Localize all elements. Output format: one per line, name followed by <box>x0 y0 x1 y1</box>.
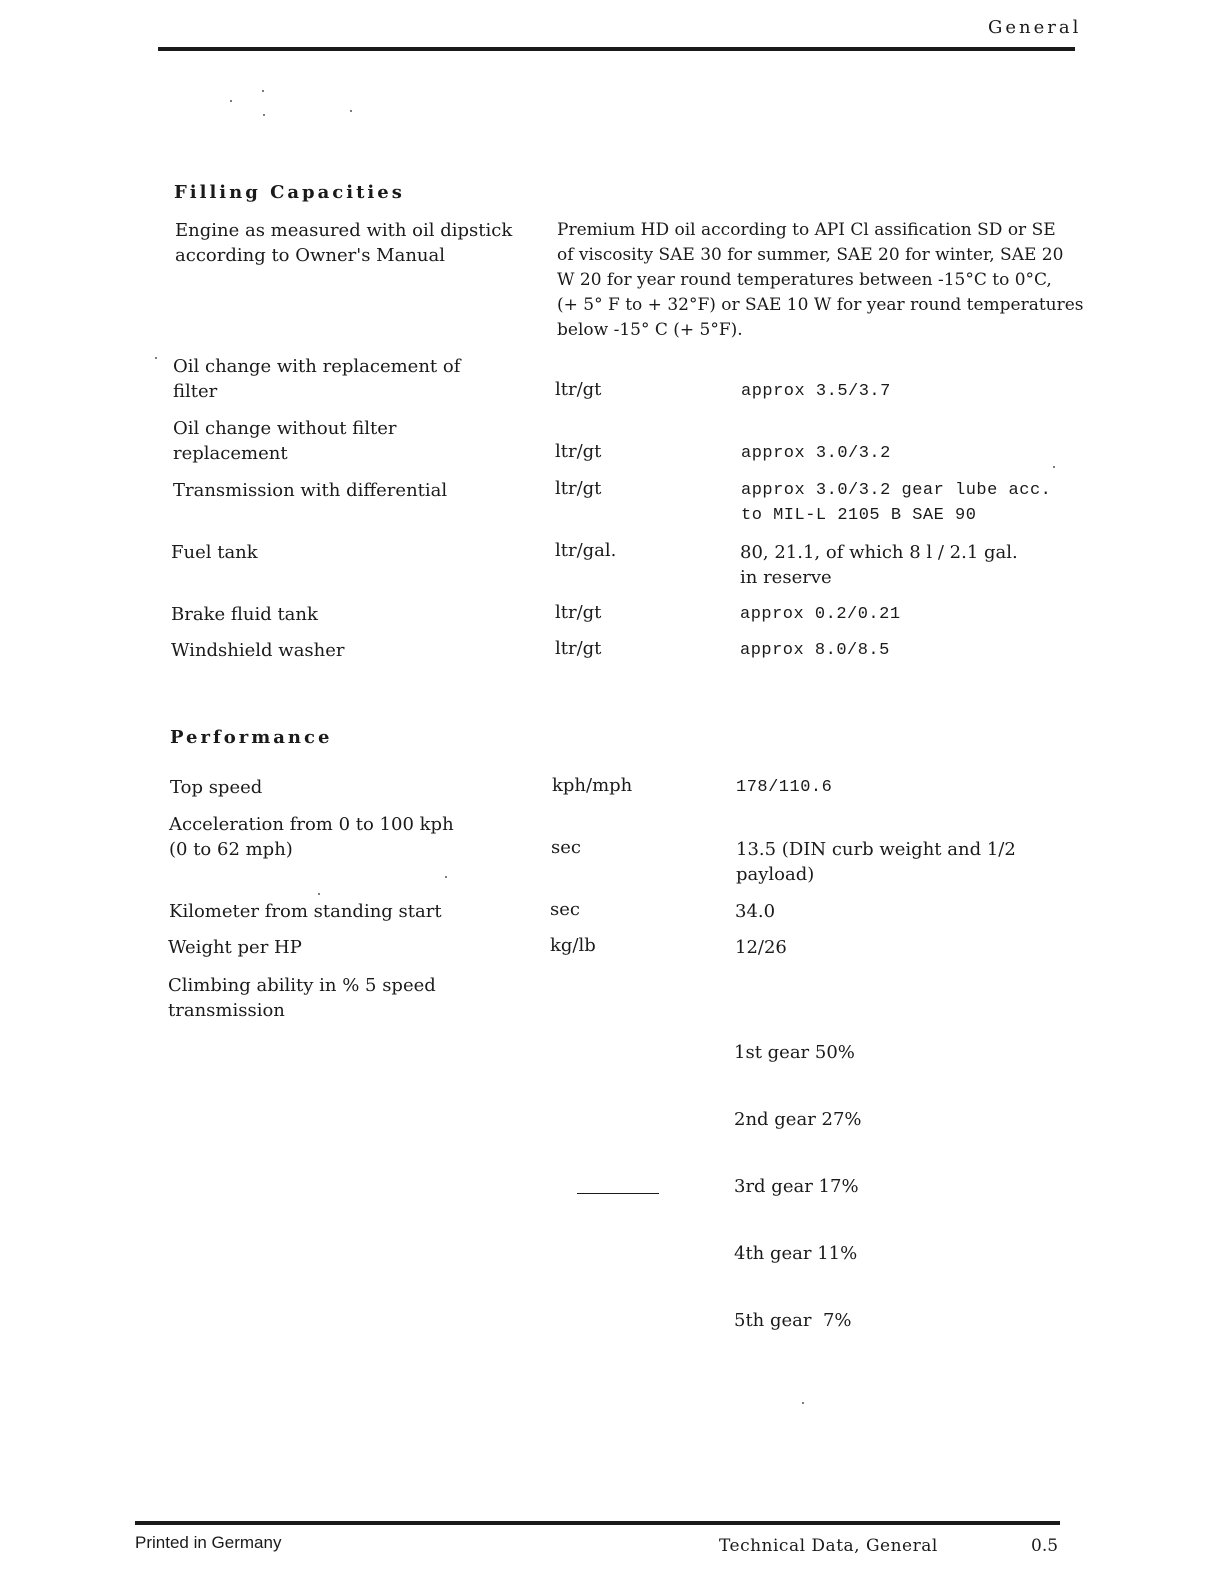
row-value-climbing: 1st gear 50% 2nd gear 27% 3rd gear 17% 4th gear 11% 5th gear 7% <box>734 1042 862 1331</box>
row-unit-top-speed: kph/mph <box>552 775 633 796</box>
scan-speck <box>318 893 320 895</box>
row-unit-acceleration: sec <box>551 837 581 858</box>
running-header: General <box>988 17 1082 38</box>
footer-title: Technical Data, General <box>719 1536 938 1556</box>
row-label-top-speed: Top speed <box>170 777 263 798</box>
row-label-fuel-tank: Fuel tank <box>171 542 258 563</box>
row-label-climbing: Climbing ability in % 5 speed transmission <box>168 975 436 1021</box>
scan-speck <box>155 357 157 359</box>
row-unit-brake-fluid: ltr/gt <box>555 602 602 623</box>
performance-heading: Performance <box>170 727 333 748</box>
row-unit-weight-per-hp: kg/lb <box>550 935 596 956</box>
row-unit-standing-km: sec <box>550 899 580 920</box>
engine-oil-spec: Premium HD oil according to API Cl assification SD or SE of viscosity SAE 30 for summer, SAE 20 for winter, SAE 20 W 20 for year round temperatures between -15°C to 0°C, (+ 5° F to + 32°F) or SAE 10 W for year round temperatures below -15° C (+ 5°F). <box>557 220 1084 340</box>
row-label-oil-change-no-filter: Oil change without filter replacement <box>173 418 397 464</box>
header-rule <box>158 47 1075 51</box>
row-value-standing-km: 34.0 <box>735 901 776 922</box>
footer-rule <box>135 1521 1060 1525</box>
row-label-brake-fluid: Brake fluid tank <box>171 604 318 625</box>
scan-speck <box>1053 466 1055 468</box>
row-unit-oil-change-filter: ltr/gt <box>555 379 602 400</box>
scan-speck <box>262 90 264 92</box>
filling-capacities-heading: Filling Capacities <box>174 182 405 203</box>
row-value-oil-change-no-filter: approx 3.0/3.2 <box>741 444 891 463</box>
page-number: 0.5 <box>1031 1536 1059 1556</box>
section-end-rule <box>577 1193 659 1194</box>
row-value-transmission: approx 3.0/3.2 gear lube acc. to MIL-L 2105 B SAE 90 <box>741 481 1052 525</box>
engine-label: Engine as measured with oil dipstick according to Owner's Manual <box>175 220 513 266</box>
row-unit-windshield-washer: ltr/gt <box>555 638 602 659</box>
row-unit-fuel-tank: ltr/gal. <box>555 540 617 561</box>
row-value-fuel-tank: 80, 21.1, of which 8 l / 2.1 gal. in reserve <box>740 542 1018 588</box>
row-value-windshield-washer: approx 8.0/8.5 <box>740 641 890 660</box>
row-label-windshield-washer: Windshield washer <box>171 640 345 661</box>
row-value-top-speed: 178/110.6 <box>736 778 833 797</box>
row-label-standing-km: Kilometer from standing start <box>169 901 442 922</box>
row-value-oil-change-filter: approx 3.5/3.7 <box>741 382 891 401</box>
row-value-weight-per-hp: 12/26 <box>735 937 787 958</box>
row-label-oil-change-filter: Oil change with replacement of filter <box>173 356 461 402</box>
row-unit-transmission: ltr/gt <box>555 478 602 499</box>
scan-speck <box>445 876 447 878</box>
row-label-weight-per-hp: Weight per HP <box>168 937 302 958</box>
row-unit-oil-change-no-filter: ltr/gt <box>555 441 602 462</box>
row-value-brake-fluid: approx 0.2/0.21 <box>740 605 901 624</box>
scan-speck <box>802 1402 804 1404</box>
row-label-transmission: Transmission with differential <box>173 480 448 501</box>
scan-speck <box>230 100 232 102</box>
scan-speck <box>350 110 352 112</box>
row-label-acceleration: Acceleration from 0 to 100 kph (0 to 62 mph) <box>169 814 454 860</box>
printed-in-note: Printed in Germany <box>135 1533 282 1552</box>
row-value-acceleration: 13.5 (DIN curb weight and 1/2 payload) <box>736 839 1016 885</box>
scan-speck <box>263 114 265 116</box>
